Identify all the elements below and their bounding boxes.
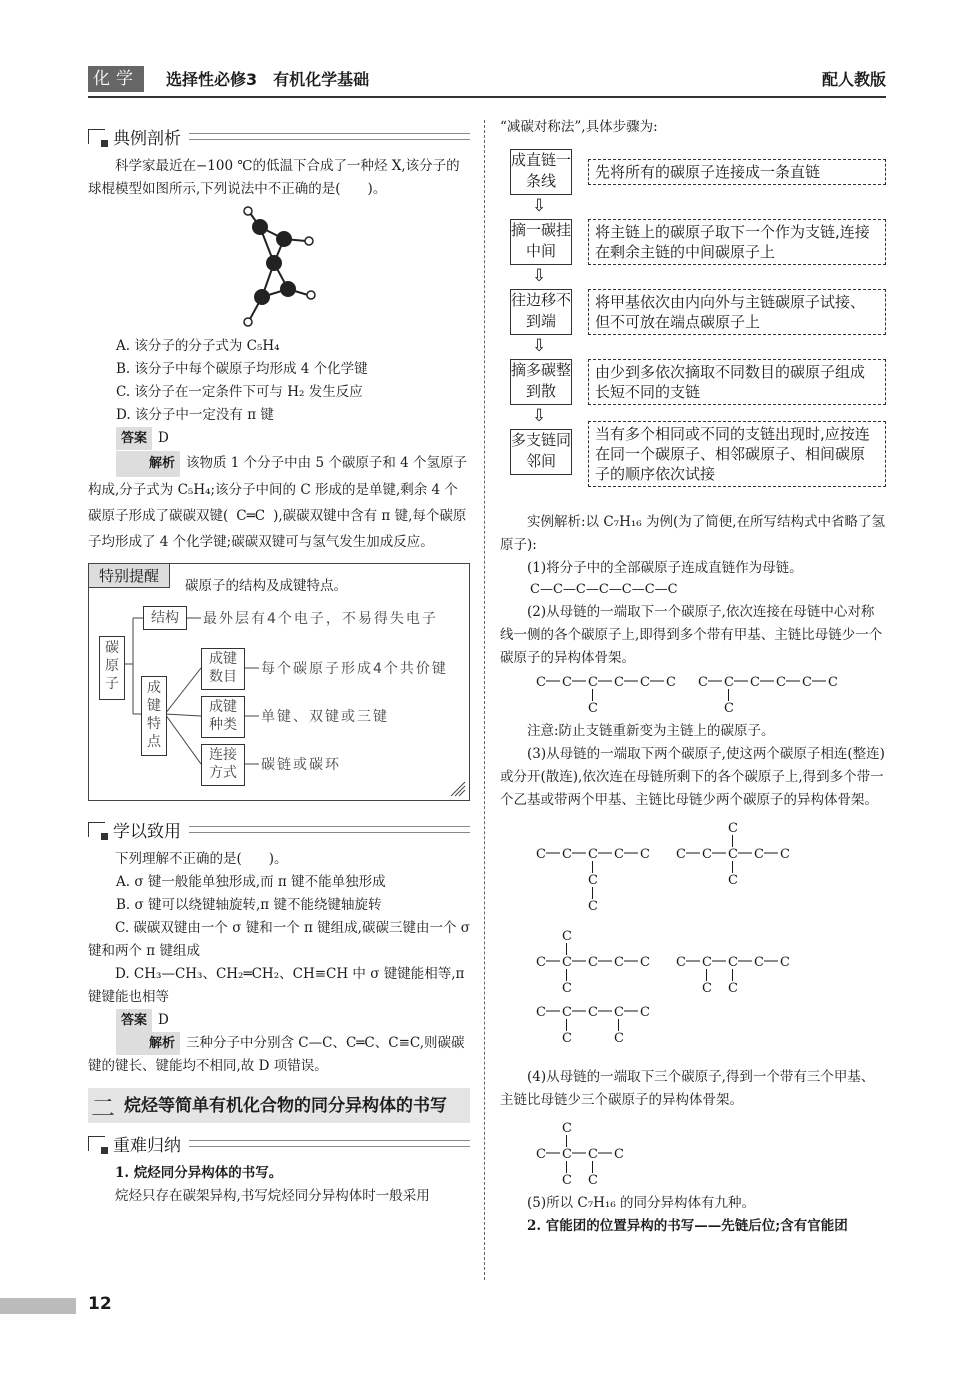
atom-label: C xyxy=(562,1031,572,1046)
flow-arrow-icon: ⇩ xyxy=(532,196,547,216)
atom-label: C xyxy=(754,955,764,970)
step-2: (2)从母链的一端取下一个碳原子,依次连接在母链中心对称线一侧的各个碳原子上,即得到多个带有甲基、主链比母链少一个碳原子的异构体骨架。 xyxy=(500,604,883,666)
atom-label: C xyxy=(728,847,738,862)
tree-leaf-count: 每个碳原子形成4个共价键 xyxy=(261,661,448,677)
analysis-text-1: 该物质 1 个分子中由 5 个碳原子和 4 个氢原子构成,分子式为 C₅H₄;该分子中间的 C 形成的是单键,剩余 4 个碳原子形成了碳碳双键( xyxy=(88,455,468,524)
flow-arrow-icon: ⇩ xyxy=(532,336,547,356)
atom-label: C xyxy=(614,847,624,862)
tree-node-count: 成键数目 xyxy=(201,648,245,690)
atom-label: C xyxy=(588,873,598,888)
step-5: (5)所以 C₇H₁₆ 的同分异构体有九种。 xyxy=(527,1195,756,1211)
example-question: 科学家最近在−100 ℃的低温下合成了一种烃 X,该分子的球棍模型如图所示,下列说法中不正确的是( )。 xyxy=(88,158,460,197)
practice-option-c: C. 碳碳双键由一个 σ 键和一个 π 键组成,碳碳三键由一个 σ 键和两个 π 键组成 xyxy=(88,920,470,959)
edition-label: 配人教版 xyxy=(821,70,886,89)
answer-tag: 答案 xyxy=(116,1009,152,1032)
atom-label: C xyxy=(780,955,790,970)
carbon-atom xyxy=(254,289,270,305)
atom-label: C xyxy=(802,675,812,690)
answer-value: D xyxy=(158,1012,169,1028)
atom-label: C xyxy=(728,981,738,996)
atom-label: C xyxy=(750,675,760,690)
atom-label: C xyxy=(562,1147,572,1162)
skeleton-3-methylhexane xyxy=(698,675,838,716)
atom-label: C xyxy=(666,675,676,690)
skeleton-2-methylhexane xyxy=(536,675,676,716)
atom-label: C xyxy=(614,955,624,970)
atom-label: C xyxy=(728,955,738,970)
hydrogen-atom xyxy=(244,318,252,326)
skeleton-ethyl-dimethyl-isomers xyxy=(500,812,886,1062)
section-rule xyxy=(189,133,470,140)
atom-label: C xyxy=(828,675,838,690)
atom-label: C xyxy=(776,675,786,690)
flow-step-1: 成直链一条线 xyxy=(510,149,572,195)
atom-label: C xyxy=(588,1173,598,1188)
atom-label: C xyxy=(676,955,686,970)
atom-label: C xyxy=(724,701,734,716)
footer-bar xyxy=(0,1298,76,1314)
atom-label: C xyxy=(536,847,546,862)
skeleton-2-4-dimethylpentane xyxy=(536,1005,650,1046)
hydrogen-atom xyxy=(307,291,315,299)
skeleton-trimethylbutane xyxy=(500,1112,886,1188)
section-title: 学以致用 xyxy=(113,822,181,842)
column-divider xyxy=(484,120,485,1280)
example-intro: 实例解析:以 C₇H₁₆ 为例(为了简便,在所写结构式中省略了氢原子): xyxy=(500,514,886,553)
atom-label: C xyxy=(614,675,624,690)
carbon-atom xyxy=(252,219,268,235)
carbon-atom xyxy=(266,255,282,271)
flow-step-3: 往边移不到端 xyxy=(510,289,572,335)
left-column xyxy=(88,116,470,1208)
practice-option-b: B. σ 键可以绕键轴旋转,π 键不能绕键轴旋转 xyxy=(116,897,382,913)
skeleton-2-3-dimethylpentane xyxy=(676,955,790,996)
flow-desc-1: 先将所有的碳原子连接成一条直链 xyxy=(588,159,886,185)
steps-flowchart xyxy=(500,149,886,497)
analysis-tag: 解析 xyxy=(116,451,180,477)
atom-label: C xyxy=(536,1005,546,1020)
subject-badge: 化学 xyxy=(88,66,144,92)
atom-label: C xyxy=(588,847,598,862)
page-header xyxy=(88,62,886,98)
atom-label: C xyxy=(536,675,546,690)
atom-label: C xyxy=(536,955,546,970)
atom-label: C xyxy=(588,701,598,716)
example-option-d: D. 该分子中一定没有 π 键 xyxy=(116,407,274,423)
answer-tag: 答案 xyxy=(116,427,152,450)
tip-text: 碳原子的结构及成键特点。 xyxy=(185,578,347,594)
skeleton-methyl-isomers xyxy=(500,670,886,716)
atom-label: C xyxy=(728,873,738,888)
atom-label: C xyxy=(562,1005,572,1020)
section-rule xyxy=(189,826,470,833)
atom-label: C xyxy=(614,1031,624,1046)
atom-label: C xyxy=(702,955,712,970)
key-item-1-text: 烷烃只存在碳架异构,书写烷烃同分异构体时一般采用 xyxy=(115,1188,430,1204)
example-option-b: B. 该分子中每个碳原子均形成 4 个化学键 xyxy=(116,361,368,377)
carbon-atom xyxy=(276,231,292,247)
atom-label: C xyxy=(562,929,572,944)
atom-label: C xyxy=(676,847,686,862)
section-icon xyxy=(88,129,105,144)
tree-node-structure: 结构 xyxy=(143,606,187,630)
tree-leaf-types: 单键、双键或三键 xyxy=(261,709,389,725)
flow-desc-2: 将主链上的碳原子取下一个作为支链,连接在剩余主链的中间碳原子上 xyxy=(588,219,886,265)
skeleton-3-ethylpentane xyxy=(536,847,650,914)
practice-option-d: D. CH₃—CH₃、CH₂═CH₂、CH≡CH 中 σ 键键能相等,π 键键能也相等 xyxy=(88,966,465,1005)
flow-arrow-icon: ⇩ xyxy=(532,406,547,426)
tree-node-types: 成键种类 xyxy=(201,696,245,738)
answer-value: D xyxy=(158,430,169,446)
part-number: 二 xyxy=(91,1094,115,1122)
analysis-text: 三种分子中分别含 C—C、C═C、C≡C,则碳碳键的键长、键能均不相同,故 D 项错误。 xyxy=(88,1035,465,1074)
part-heading xyxy=(88,1088,470,1123)
atom-label: C xyxy=(562,1173,572,1188)
practice-question: 下列理解不正确的是( )。 xyxy=(115,851,288,867)
carbon-atom xyxy=(280,281,296,297)
atom-label: C xyxy=(640,675,650,690)
atom-label: C xyxy=(724,675,734,690)
key-item-1: 1. 烷烃同分异构体的书写。 xyxy=(115,1165,283,1181)
atom-label: C xyxy=(702,981,712,996)
skeleton-3-3-dimethylpentane xyxy=(676,821,790,888)
atom-label: C xyxy=(588,1005,598,1020)
page-number: 12 xyxy=(88,1294,112,1314)
example-answer xyxy=(88,427,470,450)
special-tip-box xyxy=(88,563,470,801)
flow-desc-3: 将甲基依次由内向外与主链碳原子试接、但不可放在端点碳原子上 xyxy=(588,289,886,335)
book-title: 选择性必修3 有机化学基础 xyxy=(166,70,370,89)
tree-root-carbon: 碳原子 xyxy=(99,636,125,700)
atom-label: C xyxy=(562,1121,572,1136)
section-icon xyxy=(88,822,105,837)
flow-arrow-icon: ⇩ xyxy=(532,266,547,286)
analysis-tag: 解析 xyxy=(116,1032,180,1055)
atom-label: C xyxy=(562,847,572,862)
atom-label: C xyxy=(588,675,598,690)
flow-step-2: 摘一碳挂中间 xyxy=(510,219,572,265)
skeleton-2-2-dimethylpentane xyxy=(536,929,650,996)
atom-label: C xyxy=(640,955,650,970)
flow-desc-4: 由少到多依次摘取不同数目的碳原子组成长短不同的支链 xyxy=(588,359,886,405)
ball-stick-model xyxy=(236,205,326,331)
method-intro: “减碳对称法”,具体步骤为: xyxy=(500,119,658,135)
practice-analysis xyxy=(88,1032,470,1078)
atom-label: C xyxy=(536,1147,546,1162)
atom-label: C xyxy=(728,821,738,836)
atom-label: C xyxy=(562,955,572,970)
section-heading-practice xyxy=(88,817,470,842)
section-title: 重难归纳 xyxy=(113,1136,181,1156)
section-heading-example xyxy=(88,124,470,149)
key-item-2: 2. 官能团的位置异构的书写——先链后位;含有官能团 xyxy=(527,1218,848,1234)
section-heading-key xyxy=(88,1131,470,1156)
practice-answer xyxy=(88,1009,470,1032)
parent-chain: C—C—C—C—C—C—C xyxy=(530,582,678,597)
example-analysis xyxy=(88,450,470,555)
atom-label: C xyxy=(614,1147,624,1162)
practice-option-a: A. σ 键一般能单独形成,而 π 键不能单独形成 xyxy=(116,874,386,890)
atom-label: C xyxy=(640,1005,650,1020)
double-bond-formula: C═C xyxy=(236,508,266,524)
hydrogen-atom xyxy=(244,207,252,215)
note: 注意:防止支链重新变为主链上的碳原子。 xyxy=(527,723,775,739)
tree-leaf-structure: 最外层有4个电子，不易得失电子 xyxy=(203,611,438,627)
section-title: 典例剖析 xyxy=(113,129,181,149)
flow-desc-5: 当有多个相同或不同的支链出现时,应按连在同一个碳原子、相邻碳原子、相间碳原子的顺序依次试接 xyxy=(588,421,886,487)
step-1: (1)将分子中的全部碳原子连成直链作为母链。 xyxy=(527,560,803,576)
section-icon xyxy=(88,1136,105,1151)
part-title: 烷烃等简单有机化合物的同分异构体的书写 xyxy=(124,1095,447,1116)
hydrogen-atom xyxy=(305,237,313,245)
example-option-c: C. 该分子在一定条件下可与 H₂ 发生反应 xyxy=(116,384,363,400)
tree-leaf-connect: 碳链或碳环 xyxy=(261,757,341,773)
atom-label: C xyxy=(588,1147,598,1162)
atom-label: C xyxy=(588,955,598,970)
example-option-a: A. 该分子的分子式为 C₅H₄ xyxy=(116,338,280,354)
atom-label: C xyxy=(754,847,764,862)
atom-label: C xyxy=(562,981,572,996)
atom-label: C xyxy=(562,675,572,690)
flow-step-5: 多支链同邻间 xyxy=(510,429,572,475)
atom-label: C xyxy=(614,1005,624,1020)
right-column xyxy=(500,116,886,1238)
atom-label: C xyxy=(588,899,598,914)
atom-label: C xyxy=(640,847,650,862)
flow-step-4: 摘多碳整到散 xyxy=(510,359,572,405)
step-4: (4)从母链的一端取下三个碳原子,得到一个带有三个甲基、主链比母链少三个碳原子的异构体骨架。 xyxy=(500,1069,875,1108)
atom-label: C xyxy=(702,847,712,862)
tree-node-bonding: 成键特点 xyxy=(141,676,167,756)
section-rule xyxy=(189,1140,470,1147)
analysis-text-2: ),碳碳双键中含有 π 键,每个碳原子均形成了 4 个化学键;碳碳双键可与氢气发生加成反应。 xyxy=(88,508,467,550)
atom-label: C xyxy=(698,675,708,690)
atom-label: C xyxy=(780,847,790,862)
step-3: (3)从母链的一端取下两个碳原子,使这两个碳原子相连(整连)或分开(散连),依次连在母链所剩下的各个碳原子上,得到多个带一个乙基或带两个甲基、主链比母链少两个碳原子的异构体骨架。 xyxy=(500,746,885,808)
tree-node-connect: 连接方式 xyxy=(201,744,245,786)
tip-label: 特别提醒 xyxy=(89,564,170,588)
